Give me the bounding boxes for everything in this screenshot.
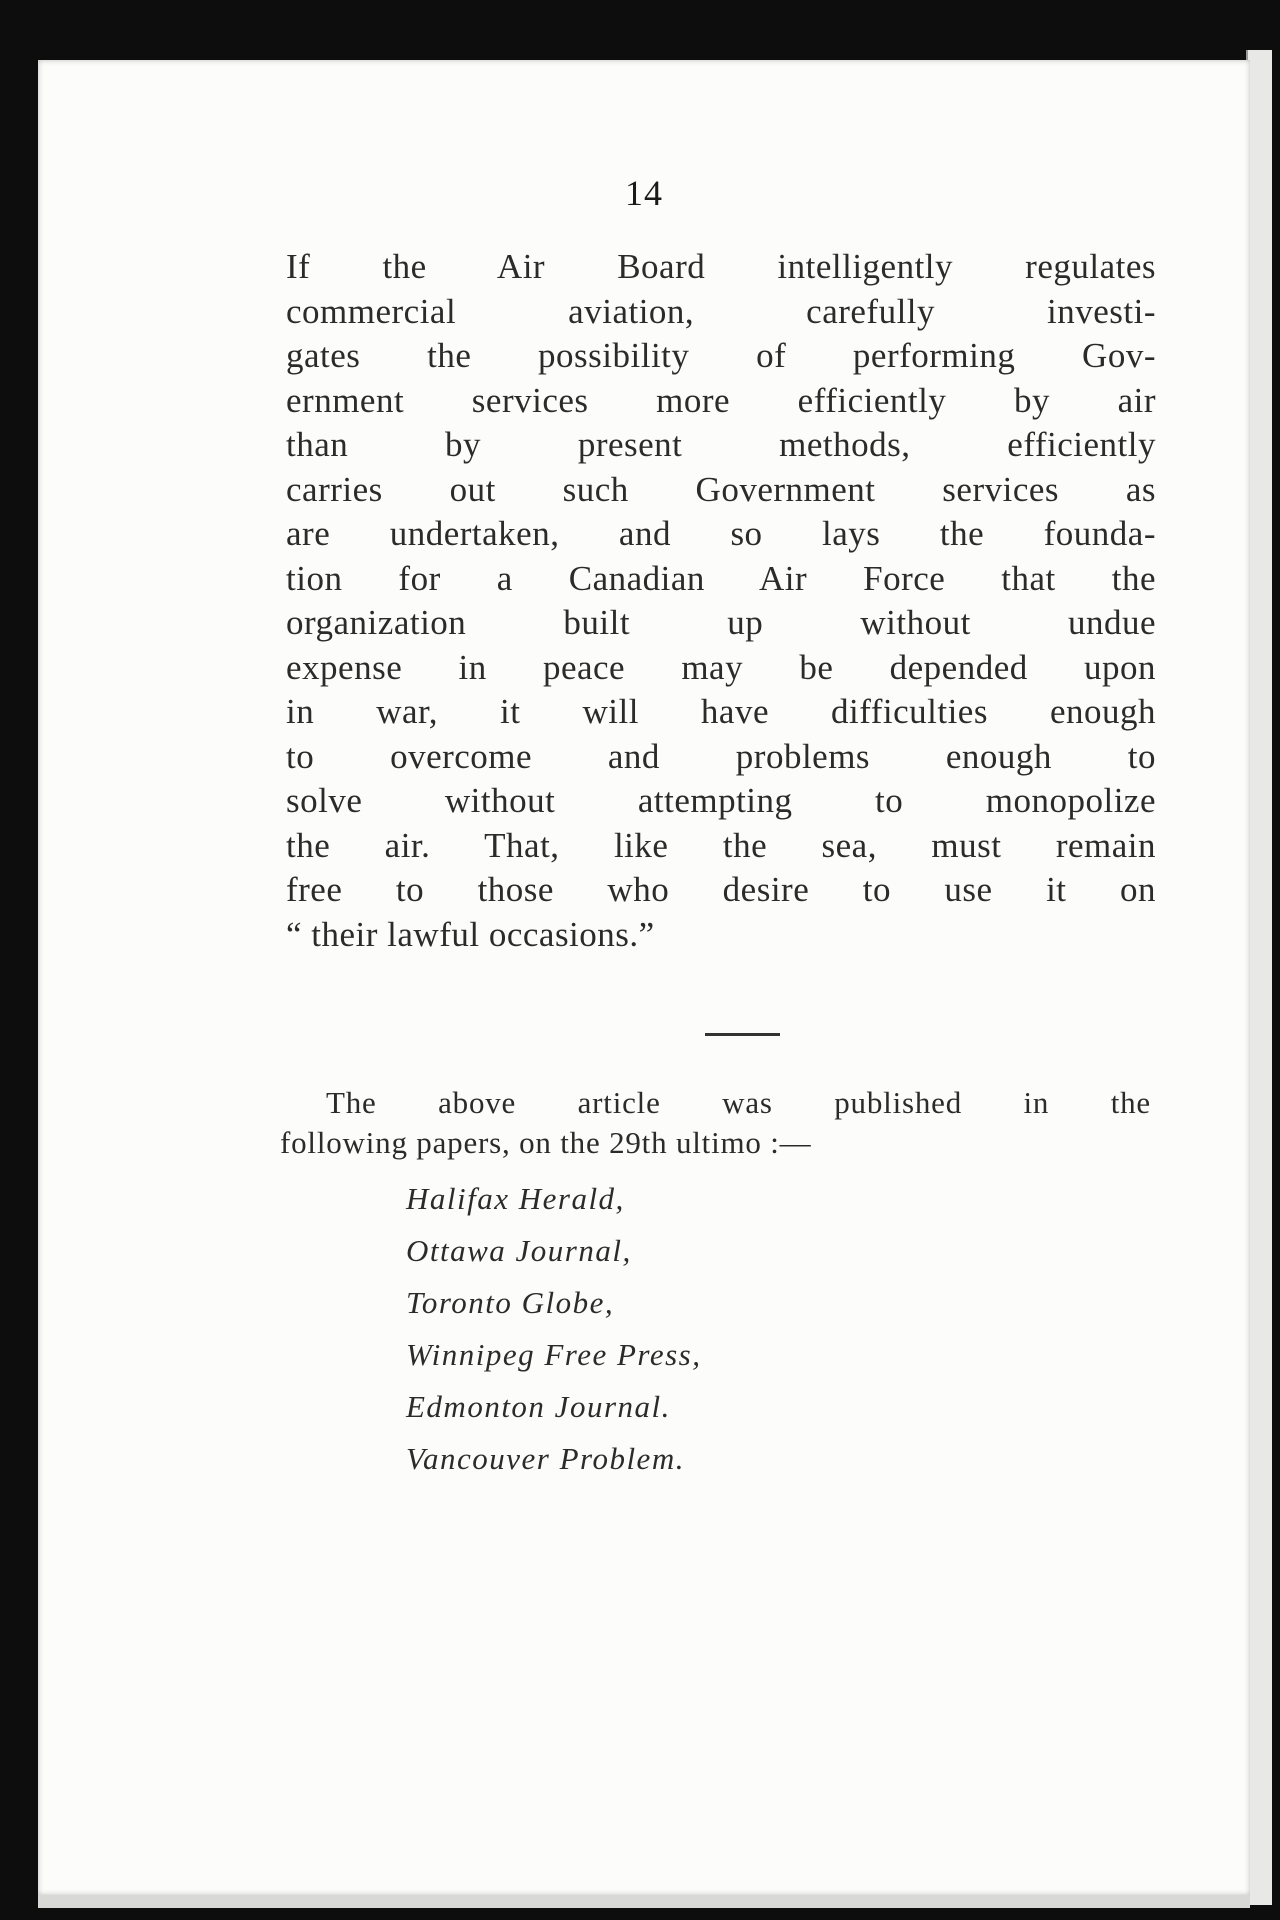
newspaper-list	[406, 1173, 701, 1485]
newspaper-item: Winnipeg Free Press,	[406, 1337, 702, 1372]
paragraph-line: carries out such Government services as	[286, 469, 1156, 509]
paragraph-line: expense in peace may be depended upon	[286, 647, 1156, 687]
paragraph-line: the air. That, like the sea, must remain	[286, 825, 1156, 865]
paragraph-line: ernment services more efficiently by air	[286, 380, 1156, 420]
publication-note	[280, 1083, 1151, 1163]
newspaper-item: Toronto Globe,	[406, 1285, 615, 1320]
paragraph-line: organization built up without undue	[286, 603, 1156, 642]
paragraph-line: to overcome and problems enough to	[286, 736, 1156, 776]
paragraph-line: than by present methods, efficiently	[286, 425, 1156, 464]
paragraph-line: “ their lawful occasions.”	[286, 914, 655, 954]
newspaper-item: Ottawa Journal,	[406, 1233, 632, 1268]
paragraph-line: free to those who desire to use it on	[286, 870, 1156, 909]
page-number: 14	[625, 173, 663, 213]
paragraph-line: are undertaken, and so lays the founda-	[286, 514, 1156, 553]
paragraph-line: solve without attempting to monopolize	[286, 781, 1156, 820]
newspaper-item: Halifax Herald,	[406, 1181, 625, 1216]
article-paragraph	[286, 245, 1156, 957]
paragraph-line: commercial aviation, carefully investi-	[286, 291, 1156, 331]
paragraph-line: If the Air Board intelligently regulates	[286, 247, 1156, 286]
paragraph-line: gates the possibility of performing Gov-	[286, 336, 1156, 375]
paragraph-line: in war, it will have difficulties enough	[286, 692, 1156, 731]
section-divider	[705, 1033, 780, 1036]
note-line: The above article was published in the	[326, 1085, 1151, 1120]
paragraph-line: tion for a Canadian Air Force that the	[286, 558, 1156, 598]
book-page	[38, 60, 1250, 1895]
newspaper-item: Edmonton Journal.	[406, 1389, 671, 1424]
newspaper-item: Vancouver Problem.	[406, 1441, 685, 1476]
note-line: following papers, on the 29th ultimo :—	[280, 1125, 812, 1160]
